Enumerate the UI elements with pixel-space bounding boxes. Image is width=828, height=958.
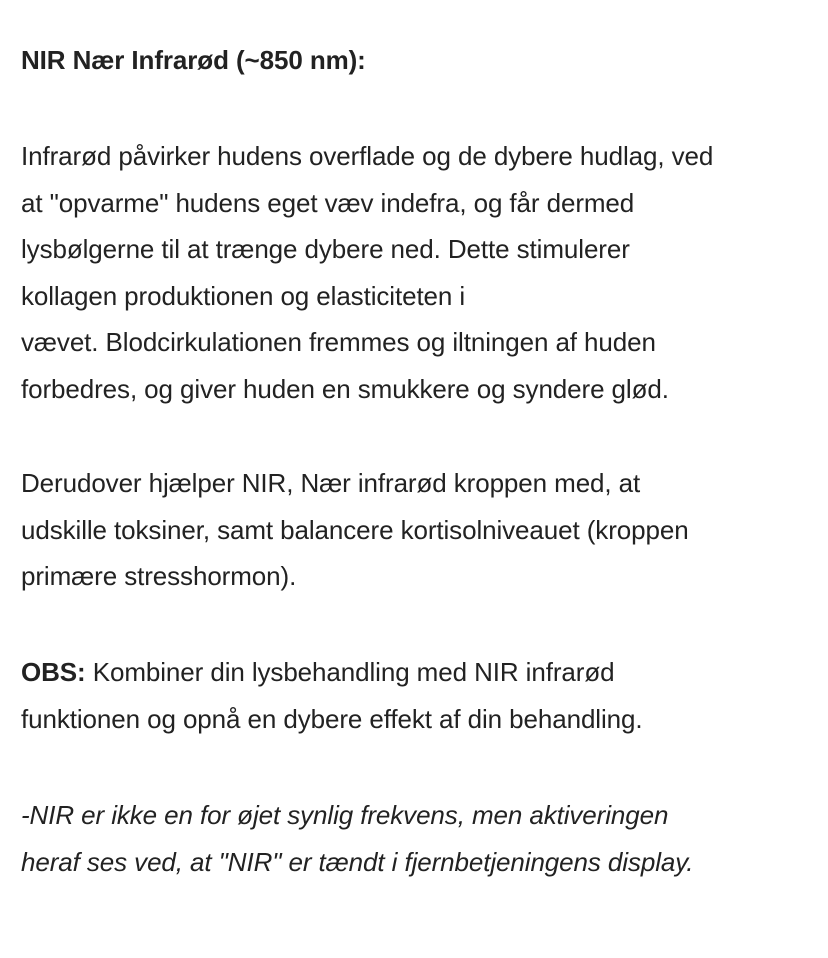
paragraph-line: vævet. Blodcirkulationen fremmes og iltningen af huden <box>21 327 656 357</box>
paragraph-line: udskille toksiner, samt balancere kortisolniveauet (kroppen <box>21 514 689 545</box>
note-line: -NIR er ikke en for øjet synlig frekvens, men aktiveringen <box>21 800 669 830</box>
note-paragraph <box>21 792 821 885</box>
paragraph-line: forbedres, og giver huden en smukkere og syndere glød. <box>21 373 669 404</box>
section-heading <box>21 37 821 84</box>
paragraph-line: lysbølgerne til at trænge dybere ned. Dette stimulerer <box>21 234 630 264</box>
note-line: heraf ses ved, at "NIR" er tændt i fjernbetjeningens display. <box>21 846 694 877</box>
benefits-paragraph <box>21 460 821 600</box>
paragraph-line: kollagen produktionen og elasticiteten i <box>21 280 466 311</box>
obs-paragraph <box>21 649 821 742</box>
paragraph-line: Infrarød påvirker hudens overflade og de dybere hudlag, ved <box>21 141 714 171</box>
obs-label: OBS: <box>21 657 86 687</box>
heading-text: NIR Nær Infrarød (~850 nm): <box>21 45 366 75</box>
paragraph-line: primære stresshormon). <box>21 561 297 591</box>
obs-line <box>21 649 821 696</box>
paragraph-line: at "opvarme" hudens eget væv indefra, og får dermed <box>21 187 635 218</box>
description-paragraph <box>21 133 821 412</box>
obs-text: Kombiner din lysbehandling med NIR infrarød <box>85 657 615 687</box>
paragraph-line: Derudover hjælper NIR, Nær infrarød kroppen med, at <box>21 468 641 498</box>
obs-line: funktionen og opnå en dybere effekt af din behandling. <box>21 703 643 734</box>
